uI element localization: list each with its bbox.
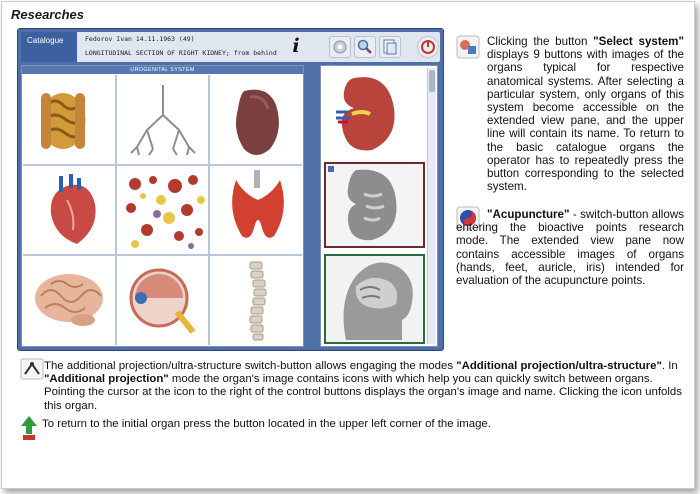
catalogue-pane — [21, 65, 304, 347]
kidney-front-image[interactable] — [324, 70, 425, 156]
kidney-section-image[interactable] — [324, 162, 425, 248]
brain-thumb[interactable] — [23, 256, 115, 345]
spine-thumb[interactable] — [210, 256, 302, 345]
thyroid-thumb[interactable] — [210, 166, 302, 255]
magnifier-icon[interactable] — [354, 36, 376, 58]
section-title: Researches — [11, 7, 84, 22]
projection-text-1: The additional projection/ultra-structure switch-button allows engaging the modes — [44, 360, 457, 372]
select-system-paragraph — [487, 35, 684, 193]
eye-thumb[interactable] — [117, 256, 209, 345]
projection-icon — [20, 358, 44, 385]
document-icon[interactable] — [379, 36, 401, 58]
select-system-text-1: Clicking the button — [487, 35, 594, 48]
pane-header: UROGENITAL SYSTEM — [22, 66, 303, 74]
heart-thumb[interactable] — [23, 166, 115, 255]
projection-paragraph — [44, 360, 684, 413]
liver-thumb[interactable] — [210, 75, 302, 164]
bronchi-thumb[interactable] — [117, 75, 209, 164]
projection-label-2: "Additional projection" — [44, 373, 169, 386]
return-note: To return to the initial organ press the button located in the upper left corner of the image. — [42, 418, 491, 430]
head-mri-image[interactable] — [324, 254, 425, 344]
catalogue-tab[interactable]: Catalogue — [21, 32, 77, 62]
gear-icon[interactable] — [329, 36, 351, 58]
acupuncture-text: - switch-button allows entering the bioactive points research mode. The extended view pane now contains accessible images of organs (hands, feet, auricle, iris) intended for evaluation of the acupuncture points. — [456, 208, 684, 288]
extended-view-pane — [320, 65, 438, 347]
select-system-label: "Select system" — [593, 35, 684, 48]
acupuncture-paragraph — [456, 208, 684, 287]
projection-text-2: . In — [661, 360, 678, 372]
intestine-thumb[interactable] — [23, 75, 115, 164]
side-scrollbar[interactable] — [427, 68, 436, 344]
app-topbar — [21, 32, 440, 62]
corner-marker — [328, 166, 334, 172]
app-window — [17, 28, 444, 351]
info-icon[interactable]: i — [292, 35, 300, 57]
scroll-thumb[interactable] — [429, 70, 435, 92]
projection-label-1: "Additional projection/ultra-structure" — [456, 360, 662, 372]
acupuncture-label: "Acupuncture" — [487, 208, 570, 221]
organ-grid — [23, 75, 302, 345]
power-icon[interactable] — [417, 36, 439, 58]
select-system-icon — [456, 35, 480, 64]
return-arrow-icon — [20, 415, 38, 446]
blood-cells-thumb[interactable] — [117, 166, 209, 255]
select-system-text-2: displays 9 buttons with images of the organs typical for respective anatomical systems. After selecting a particular system, only organs of this system become accessible on the extended view pane, and the upper line will contain its name. To return to the basic catalogue organs the operator has to repeatedly press the button corresponding to the selected system. — [487, 48, 684, 194]
projection-text-3: mode the organ's image contains icons with which help you can quickly switch between organs. Pointing the cursor at the icon to the right of the control buttons displays the organ's image and name. Clicking the icon unfolds this organ. — [44, 373, 682, 412]
section-caption: LONGITUDINAL SECTION OF RIGHT KIDNEY; from behind — [85, 49, 277, 57]
patient-info: Fedorov Ivan 14.11.1963 (49) — [85, 35, 195, 43]
